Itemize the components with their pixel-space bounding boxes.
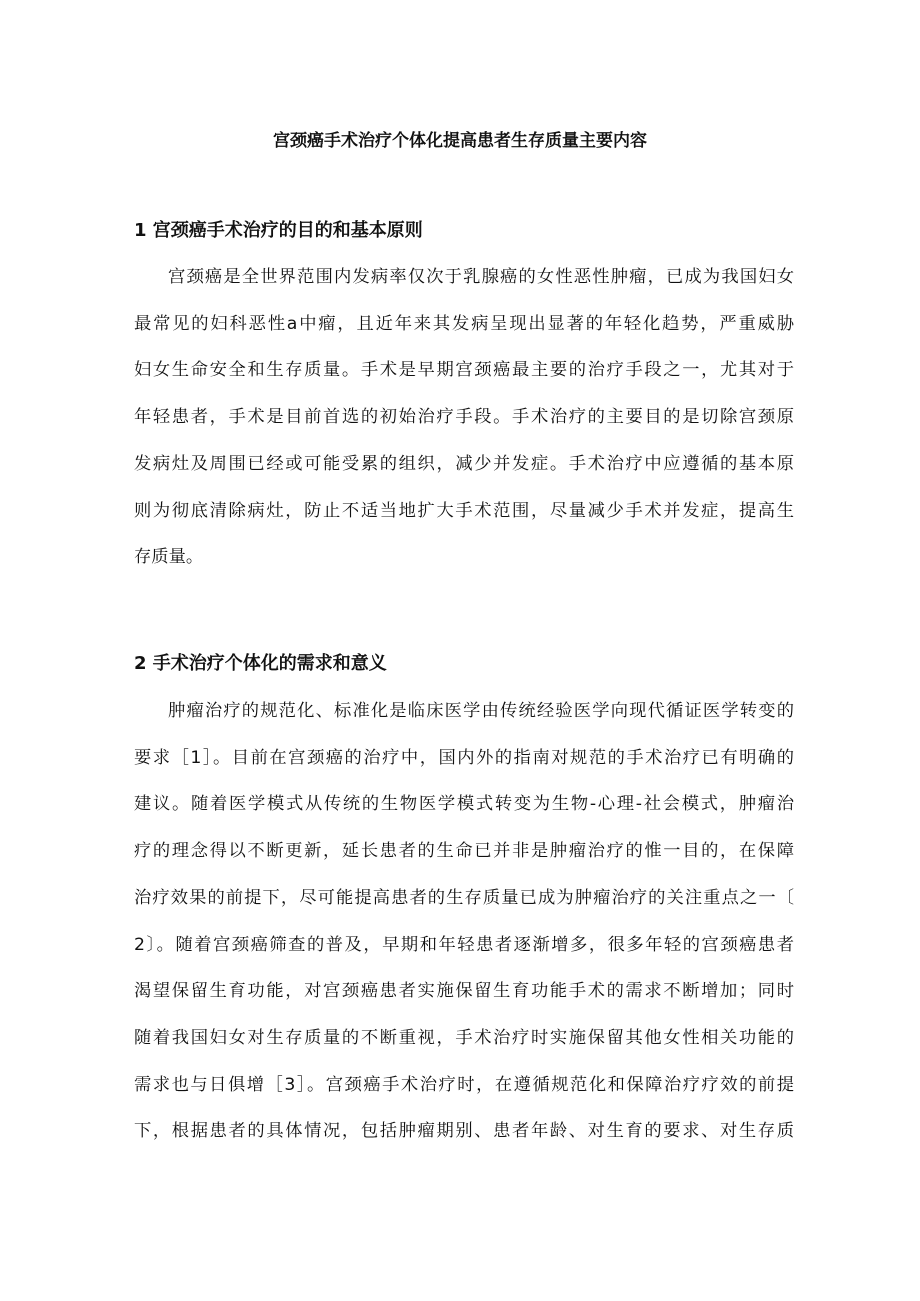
section-2-paragraph xyxy=(134,688,794,1155)
section-2-heading: 2 手术治疗个体化的需求和意义 xyxy=(134,653,387,674)
section-1-heading: 1 宫颈癌手术治疗的目的和基本原则 xyxy=(134,220,423,241)
paragraph-line: 最常见的妇科恶性a中瘤，且近年来其发病呈现出显著的年轻化趋势，严重威胁 xyxy=(134,313,794,334)
paragraph-line: 随着我国妇女对生存质量的不断重视，手术治疗时实施保留其他女性相关功能的 xyxy=(134,1027,794,1048)
paragraph-line: 发病灶及周围已经或可能受累的组织，减少并发症。手术治疗中应遵循的基本原 xyxy=(134,453,794,474)
paragraph-line: 治疗效果的前提下，尽可能提高患者的生存质量已成为肿瘤治疗的关注重点之一〔 xyxy=(134,887,794,908)
document-title: 宫颈癌手术治疗个体化提高患者生存质量主要内容 xyxy=(273,131,647,151)
paragraph-line: 建议。随着医学模式从传统的生物医学模式转变为生物-心理-社会模式，肿瘤治 xyxy=(134,794,794,815)
section-1-paragraph xyxy=(134,254,794,581)
paragraph-line: 要求［1］。目前在宫颈癌的治疗中，国内外的指南对规范的手术治疗已有明确的 xyxy=(134,747,794,768)
paragraph-line: 2〕。随着宫颈癌筛查的普及，早期和年轻患者逐渐增多，很多年轻的宫颈癌患者 xyxy=(134,934,794,955)
paragraph-line: 年轻患者，手术是目前首选的初始治疗手段。手术治疗的主要目的是切除宫颈原 xyxy=(134,407,794,428)
paragraph-line: 疗的理念得以不断更新，延长患者的生命已并非是肿瘤治疗的惟一目的，在保障 xyxy=(134,841,794,862)
paragraph-line: 则为彻底清除病灶，防止不适当地扩大手术范围，尽量减少手术并发症，提高生 xyxy=(134,500,794,521)
paragraph-line: 妇女生命安全和生存质量。手术是早期宫颈癌最主要的治疗手段之一，尤其对于 xyxy=(134,360,794,381)
paragraph-line: 下，根据患者的具体情况，包括肿瘤期别、患者年龄、对生育的要求、对生存质 xyxy=(134,1121,794,1142)
paragraph-line: 存质量。 xyxy=(134,547,204,568)
paragraph-line: 需求也与日俱增［3］。宫颈癌手术治疗时，在遵循规范化和保障治疗疗效的前提 xyxy=(134,1074,794,1095)
paragraph-line: 渴望保留生育功能，对宫颈癌患者实施保留生育功能手术的需求不断增加；同时 xyxy=(134,981,794,1002)
paragraph-line: 宫颈癌是全世界范围内发病率仅次于乳腺癌的女性恶性肿瘤，已成为我国妇女 xyxy=(168,267,794,287)
paragraph-line: 肿瘤治疗的规范化、标准化是临床医学由传统经验医学向现代循证医学转变的 xyxy=(168,701,794,721)
